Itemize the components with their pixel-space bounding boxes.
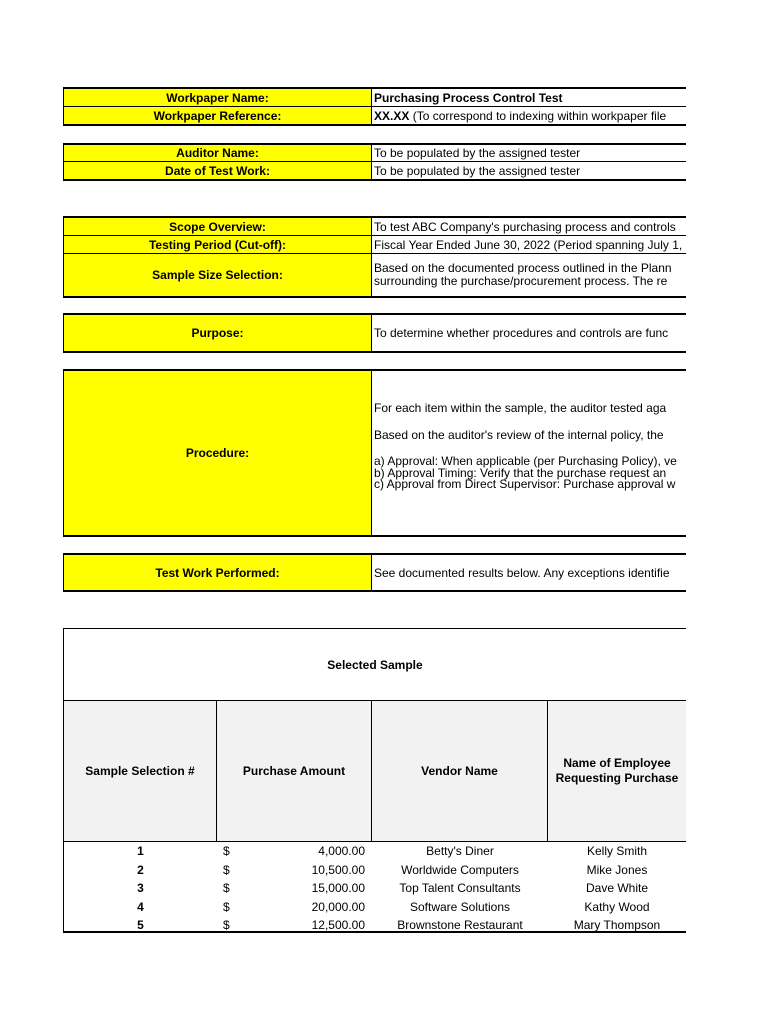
sample-number-cell: 3 [137, 881, 144, 896]
sample-size-line-2: surrounding the purchase/procurement process. The re [374, 274, 668, 288]
workpaper-ref-value[interactable] [372, 107, 686, 124]
currency-symbol: $ [223, 862, 230, 877]
date-of-test-value[interactable]: To be populated by the assigned tester [374, 163, 581, 178]
testwork-label: Test Work Performed: [64, 555, 372, 590]
sample-number-cell: 5 [137, 918, 144, 933]
workpaper-block [63, 87, 686, 126]
sample-size-value[interactable] [372, 254, 686, 296]
col-header-employee-name[interactable]: Name of Employee Requesting Purchase [555, 756, 679, 785]
currency-symbol: $ [223, 844, 230, 859]
vendor-name-cell: Brownstone Restaurant [397, 918, 523, 933]
scope-overview-label: Scope Overview: [64, 218, 372, 235]
testing-period-label: Testing Period (Cut-off): [64, 236, 372, 253]
employee-name-cell: Dave White [585, 881, 649, 896]
purpose-row [64, 315, 686, 351]
testwork-value[interactable]: See documented results below. Any exceptions identifie [374, 565, 670, 580]
amount-value: 20,000.00 [311, 899, 365, 914]
purpose-label: Purpose: [64, 315, 372, 351]
vendor-name-cell: Betty's Diner [426, 844, 494, 859]
amount-value: 15,000.00 [311, 881, 365, 896]
col-header-purchase-amount[interactable]: Purchase Amount [217, 701, 372, 841]
procedure-block [63, 369, 686, 537]
selected-sample-table [63, 628, 686, 933]
procedure-line-5: c) Approval from Direct Supervisor: Purchase approval w [374, 477, 676, 491]
testing-period-value[interactable]: Fiscal Year Ended June 30, 2022 (Period spanning July 1, [374, 237, 683, 252]
scope-overview-value[interactable]: To test ABC Company's purchasing process and controls [374, 219, 676, 234]
table-header-row [64, 701, 686, 842]
purchase-amount-cell [217, 881, 372, 895]
sample-size-row [64, 254, 686, 296]
currency-symbol: $ [223, 899, 230, 914]
auditor-name-label: Auditor Name: [64, 145, 372, 161]
workpaper-ref-row [64, 107, 686, 124]
employee-name-cell: Kathy Wood [584, 899, 650, 914]
workpaper-ref-note: (To correspond to indexing within workpaper file [409, 108, 667, 123]
procedure-line-2: Based on the auditor's review of the internal policy, the [374, 427, 664, 442]
testwork-row [64, 555, 686, 590]
sample-number-cell: 2 [137, 862, 144, 877]
amount-value: 10,500.00 [311, 862, 365, 877]
currency-symbol: $ [223, 918, 230, 933]
vendor-name-cell: Top Talent Consultants [399, 881, 521, 896]
selected-sample-title: Selected Sample [64, 629, 686, 701]
procedure-value[interactable] [372, 371, 686, 535]
testing-period-row [64, 236, 686, 254]
table-body [64, 842, 686, 935]
procedure-row [64, 371, 686, 535]
table-row[interactable] [64, 898, 686, 917]
purchase-amount-cell [217, 900, 372, 914]
purchase-amount-cell [217, 863, 372, 877]
employee-name-cell: Kelly Smith [586, 844, 648, 859]
procedure-line-3: a) Approval: When applicable (per Purchasing Policy), ve [374, 454, 677, 468]
auditor-name-value[interactable]: To be populated by the assigned tester [374, 146, 581, 160]
procedure-line-4: b) Approval Timing: Verify that the purchase request an [374, 465, 667, 480]
table-row[interactable] [64, 916, 686, 935]
amount-value: 12,500.00 [311, 918, 365, 933]
col-header-sample-number[interactable]: Sample Selection # [64, 701, 217, 841]
employee-name-cell: Mary Thompson [573, 918, 661, 933]
currency-symbol: $ [223, 881, 230, 896]
auditor-block [63, 143, 686, 181]
sample-size-label: Sample Size Selection: [64, 254, 372, 296]
sample-size-line-1: Based on the documented process outlined in the Plann [374, 261, 672, 275]
amount-value: 4,000.00 [318, 844, 365, 859]
sample-number-cell: 4 [137, 899, 144, 914]
table-row[interactable] [64, 879, 686, 898]
purpose-block [63, 313, 686, 353]
scope-overview-row [64, 218, 686, 236]
workpaper-name-row [64, 89, 686, 107]
employee-name-cell: Mike Jones [586, 862, 648, 877]
procedure-label: Procedure: [64, 371, 372, 535]
table-row[interactable] [64, 842, 686, 861]
purchase-amount-cell [217, 918, 372, 932]
procedure-line-1: For each item within the sample, the auditor tested aga [374, 401, 667, 415]
vendor-name-cell: Worldwide Computers [401, 862, 519, 877]
date-of-test-label: Date of Test Work: [64, 162, 372, 179]
workpaper-ref-code: XX.XX [374, 108, 410, 123]
testwork-block [63, 553, 686, 592]
purpose-value[interactable]: To determine whether procedures and controls are func [374, 326, 669, 340]
sample-number-cell: 1 [137, 844, 144, 859]
auditor-name-row [64, 145, 686, 162]
workpaper-name-label: Workpaper Name: [64, 89, 372, 106]
vendor-name-cell: Software Solutions [409, 899, 511, 914]
col-header-vendor-name[interactable]: Vendor Name [372, 701, 548, 841]
scope-block [63, 216, 686, 298]
purchase-amount-cell [217, 844, 372, 858]
workpaper-ref-label: Workpaper Reference: [64, 107, 372, 124]
workpaper-name-value[interactable]: Purchasing Process Control Test [374, 90, 563, 105]
table-row[interactable] [64, 861, 686, 880]
date-of-test-row [64, 162, 686, 179]
